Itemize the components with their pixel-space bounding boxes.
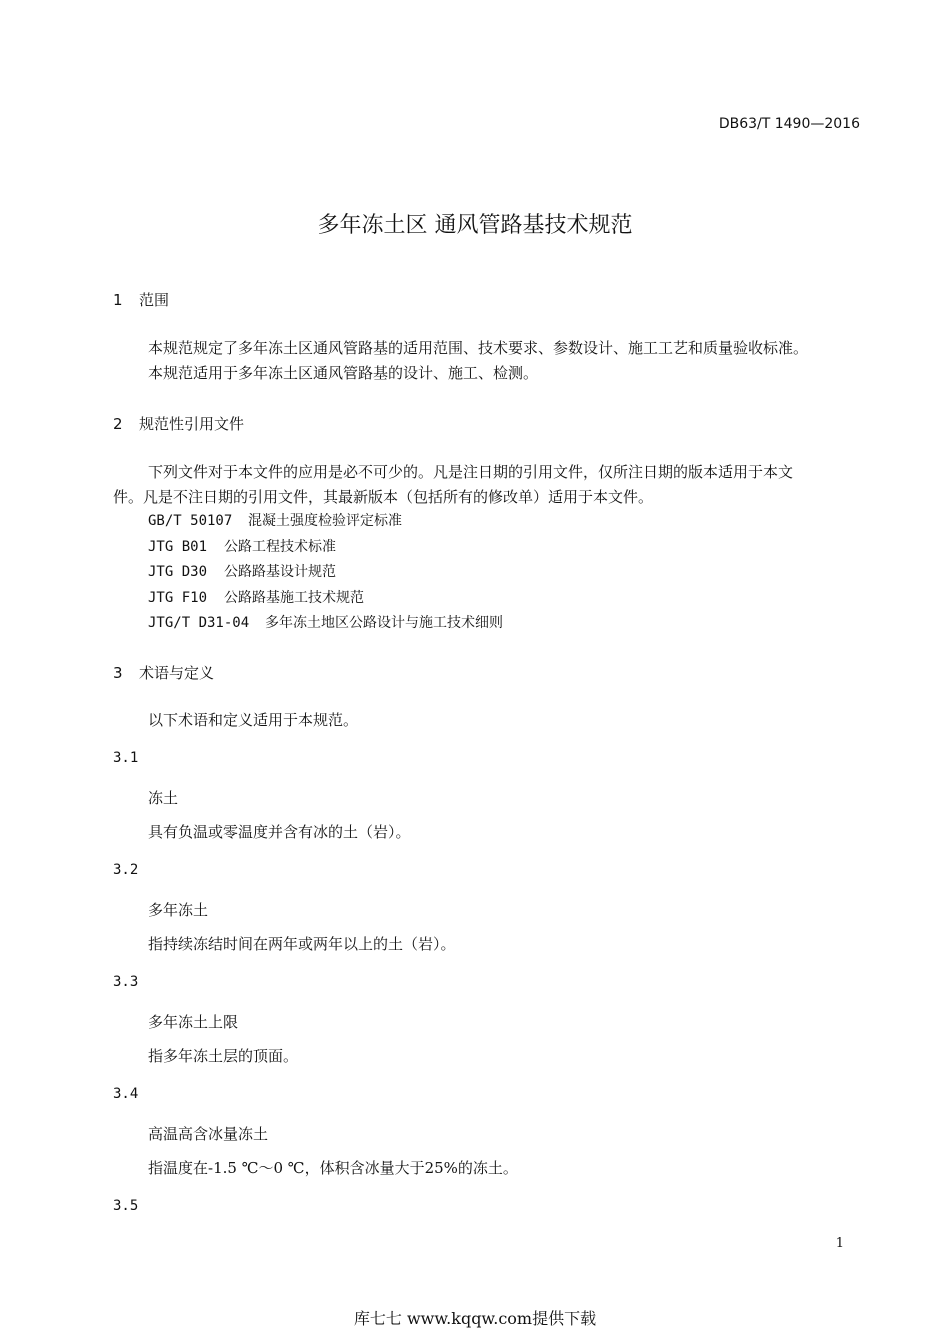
clause-number: 3.4 [113, 1086, 139, 1102]
reference-item [148, 586, 503, 612]
reference-item [148, 611, 503, 637]
paragraph: 本规范适用于多年冻土区通风管路基的设计、施工、检测。 [148, 364, 539, 382]
section-number: 2 [113, 415, 123, 433]
term-name: 冻土 [148, 789, 179, 807]
paragraph: 件。凡是不注日期的引用文件，其最新版本（包括所有的修改单）适用于本文件。 [113, 488, 654, 506]
reference-title: 公路路基施工技术规范 [224, 589, 364, 606]
reference-title: 多年冻土地区公路设计与施工技术细则 [265, 615, 503, 631]
reference-code: JTG F10 [148, 589, 208, 606]
term-name: 高温高含冰量冻土 [148, 1125, 269, 1143]
reference-list [148, 509, 503, 637]
section-title: 规范性引用文件 [139, 415, 245, 433]
term-name: 多年冻土上限 [148, 1013, 239, 1031]
reference-title: 公路工程技术标准 [224, 538, 336, 555]
reference-item [148, 560, 503, 586]
section-2-heading [113, 413, 244, 434]
reference-code: JTG D30 [148, 564, 208, 580]
paragraph: 下列文件对于本文件的应用是必不可少的。凡是注日期的引用文件，仅所注日期的版本适用于本文 [148, 463, 794, 481]
reference-code: JTG/T D31-04 [148, 615, 250, 631]
footer-watermark: 库七七 www.kqqw.com提供下载 [353, 1309, 597, 1328]
section-number: 3 [113, 664, 123, 682]
term-definition: 具有负温或零温度并含有冰的土（岩）。 [148, 823, 411, 841]
reference-item [148, 535, 503, 561]
section-3-heading [113, 662, 214, 683]
reference-title: 混凝土强度检验评定标准 [248, 513, 402, 529]
term-definition: 指温度在-1.5 ℃～0 ℃，体积含冰量大于25%的冻土。 [148, 1159, 518, 1177]
term-name: 多年冻土 [148, 901, 209, 919]
standard-code: DB63/T 1490—2016 [718, 116, 860, 132]
section-number: 1 [113, 291, 123, 309]
reference-item [148, 509, 503, 535]
paragraph: 以下术语和定义适用于本规范。 [148, 711, 359, 729]
section-1-heading [113, 289, 169, 310]
section-title: 范围 [139, 291, 170, 309]
reference-title: 公路路基设计规范 [224, 564, 336, 580]
clause-number: 3.2 [113, 862, 139, 878]
term-definition: 指持续冻结时间在两年或两年以上的土（岩）。 [148, 935, 456, 953]
paragraph: 本规范规定了多年冻土区通风管路基的适用范围、技术要求、参数设计、施工工艺和质量验收标准。 [148, 339, 809, 357]
clause-number: 3.5 [113, 1198, 139, 1214]
clause-number: 3.1 [113, 750, 139, 766]
section-title: 术语与定义 [139, 664, 215, 682]
reference-code: GB/T 50107 [148, 513, 233, 529]
clause-number: 3.3 [113, 974, 139, 990]
page-number: 1 [835, 1236, 844, 1251]
document-title: 多年冻土区 通风管路基技术规范 [317, 213, 633, 238]
term-definition: 指多年冻土层的顶面。 [148, 1047, 299, 1065]
reference-code: JTG B01 [148, 538, 208, 555]
